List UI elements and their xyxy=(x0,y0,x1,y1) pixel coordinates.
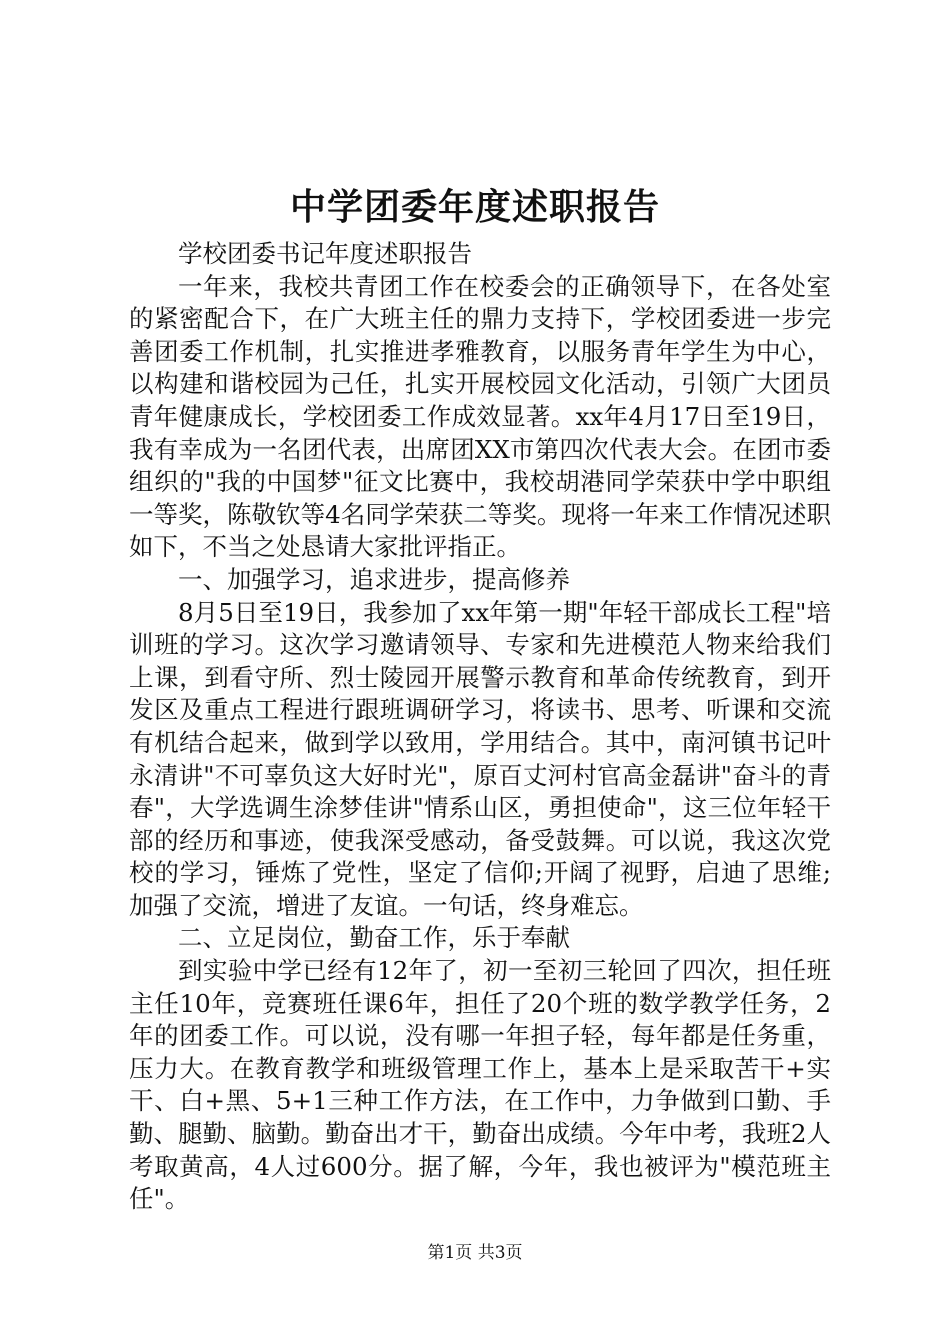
document-body xyxy=(129,238,831,1216)
document-title: 中学团委年度述职报告 xyxy=(289,186,660,228)
section-heading-2: 二、立足岗位，勤奋工作，乐于奉献 xyxy=(178,923,570,953)
page-number-footer: 第1页 共3页 xyxy=(427,1243,523,1263)
paragraph-section-2: 到实验中学已经有12年了，初一至初三轮回了四次，担任班主任10年，竞赛班任课6年，担任了20个班的数学教学任务，2年的团委工作。可以说，没有哪一年担子轻，每年都是任务重，压力大。在教育教学和班级管理工作上，基本上是采取苦干+实干、白+黑、5+1三种工作方法，在工作中，力争做到口勤、手勤、腿勤、脑勤。勤奋出才干，勤奋出成绩。今年中考，我班2人考取黄高，4人过600分。据了解，今年，我也被评为"模范班主任"。 xyxy=(129,956,831,1214)
paragraph-intro: 一年来，我校共青团工作在校委会的正确领导下，在各处室的紧密配合下，在广大班主任的鼎力支持下，学校团委进一步完善团委工作机制，扎实推进孝雅教育，以服务青年学生为中心，以构建和谐校园为己任，扎实开展校园文化活动，引领广大团员青年健康成长，学校团委工作成效显著。xx年4月17日至19日，我有幸成为一名团代表，出席团XX市第四次代表大会。在团市委组织的"我的中国梦"征文比赛中，我校胡港同学荣获中学中职组一等奖，陈敬钦等4名同学荣获二等奖。现将一年来工作情况述职如下，不当之处恳请大家批评指正。 xyxy=(129,271,831,562)
section-heading-1: 一、加强学习，追求进步，提高修养 xyxy=(178,564,570,594)
paragraph-section-1: 8月5日至19日，我参加了xx年第一期"年轻干部成长工程"培训班的学习。这次学习邀请领导、专家和先进模范人物来给我们上课，到看守所、烈士陵园开展警示教育和革命传统教育，到开发区及重点工程进行跟班调研学习，将读书、思考、听课和交流有机结合起来，做到学以致用，学用结合。其中，南河镇书记叶永清讲"不可辜负这大好时光"，原百丈河村官高金磊讲"奋斗的青春"，大学选调生涂梦佳讲"情系山区，勇担使命"，这三位年轻干部的经历和事迹，使我深受感动，备受鼓舞。可以说，我这次党校的学习，锤炼了党性，坚定了信仰;开阔了视野，启迪了思维;加强了交流，增进了友谊。一句话，终身难忘。 xyxy=(129,597,831,920)
paragraph-subtitle: 学校团委书记年度述职报告 xyxy=(178,239,472,268)
